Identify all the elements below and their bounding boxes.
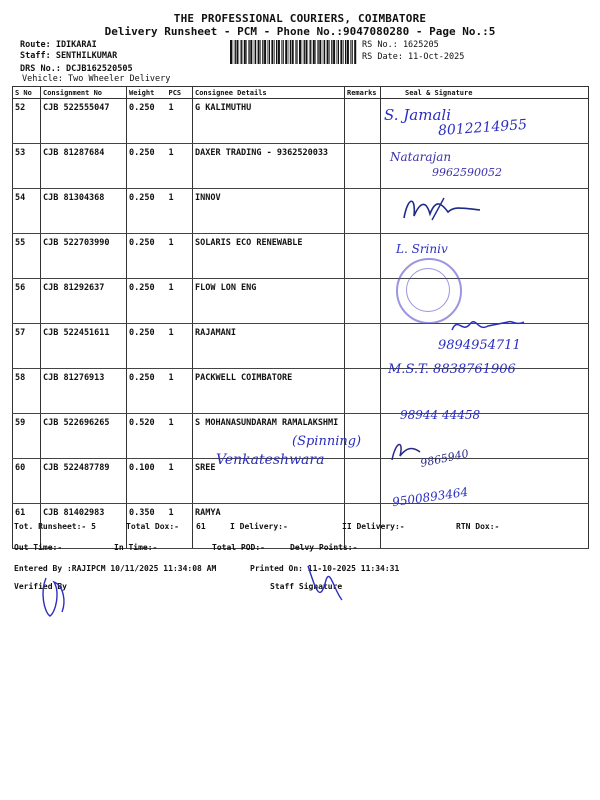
barcode-bar — [233, 40, 234, 64]
barcode-bar — [248, 40, 249, 64]
row-consignee: S MOHANASUNDARAM RAMALAKSHMI — [193, 414, 345, 459]
barcode-bar — [260, 40, 261, 64]
total-runsheet: Tot. Runsheet:- 5 — [14, 522, 96, 531]
barcode-bar — [315, 40, 316, 64]
row-remarks — [345, 234, 381, 279]
barcode-bar — [281, 40, 282, 64]
barcode-bar — [268, 40, 269, 64]
handwritten-note: Venkateshwara — [216, 452, 325, 468]
barcode-bar — [264, 40, 266, 64]
barcode-bar — [276, 40, 277, 64]
barcode-bar — [329, 40, 330, 64]
barcode-bar — [319, 40, 321, 64]
row-consignee: DAXER TRADING - 9362520033 — [193, 144, 345, 189]
barcode — [230, 40, 358, 64]
col-header: Consignee Details — [193, 87, 345, 99]
row-sno: 54 — [13, 189, 41, 234]
row-remarks — [345, 144, 381, 189]
i-delivery-label: I Delivery:- — [230, 522, 288, 531]
row-weight: 0.250 — [127, 189, 167, 234]
barcode-bar — [254, 40, 255, 64]
row-consignment: CJB 81292637 — [41, 279, 127, 324]
barcode-bar — [283, 40, 284, 64]
row-weight: 0.520 — [127, 414, 167, 459]
barcode-bar — [333, 40, 335, 64]
table-row — [13, 99, 589, 144]
handwritten-phone: M.S.T. 8838761906 — [388, 362, 516, 377]
handwritten-phone: 98944 44458 — [400, 408, 481, 422]
table-row — [13, 414, 589, 459]
barcode-bar — [288, 40, 289, 64]
barcode-bar — [309, 40, 310, 64]
barcode-bar — [338, 40, 339, 64]
row-consignment: CJB 81402983 — [41, 504, 127, 549]
barcode-bar — [246, 40, 247, 64]
row-consignee: FLOW LON ENG — [193, 279, 345, 324]
barcode-bar — [345, 40, 346, 64]
barcode-bar — [310, 40, 311, 64]
barcode-bar — [337, 40, 338, 64]
table-row — [13, 369, 589, 414]
row-pcs: 1 — [167, 99, 193, 144]
barcode-bar — [352, 40, 353, 64]
row-consignment: CJB 522696265 — [41, 414, 127, 459]
handwritten-phone: 9865940 — [419, 447, 470, 470]
barcode-bar — [255, 40, 256, 64]
row-remarks — [345, 279, 381, 324]
row-weight: 0.250 — [127, 234, 167, 279]
in-time-label: In Time:- — [114, 543, 158, 552]
col-header: Weight — [127, 87, 167, 99]
row-signature — [381, 144, 589, 189]
row-consignment: CJB 522487789 — [41, 459, 127, 504]
barcode-bar — [296, 40, 297, 64]
row-sno: 53 — [13, 144, 41, 189]
barcode-bar — [302, 40, 303, 64]
row-consignment: CJB 81276913 — [41, 369, 127, 414]
barcode-bar — [262, 40, 263, 64]
row-consignment: CJB 522555047 — [41, 99, 127, 144]
table-row — [13, 504, 589, 549]
staff-signature-label: Staff Signature — [270, 582, 343, 591]
row-signature — [381, 369, 589, 414]
handwritten-phone: 9962590052 — [432, 166, 502, 179]
row-consignee: RAJAMANI — [193, 324, 345, 369]
table-row — [13, 279, 589, 324]
barcode-bar — [240, 40, 241, 64]
table-row — [13, 189, 589, 234]
total-pod-label: Total POD:- — [212, 543, 265, 552]
row-pcs: 1 — [167, 144, 193, 189]
barcode-bar — [354, 40, 356, 64]
row-signature — [381, 414, 589, 459]
row-remarks — [345, 99, 381, 144]
barcode-bar — [292, 40, 294, 64]
row-consignee: INNOV — [193, 189, 345, 234]
row-sno: 60 — [13, 459, 41, 504]
vehicle-label: Vehicle: Two Wheeler Delivery — [22, 74, 171, 84]
row-weight: 0.250 — [127, 324, 167, 369]
row-consignee: G KALIMUTHU — [193, 99, 345, 144]
row-weight: 0.350 — [127, 504, 167, 549]
rtn-dox-label: RTN Dox:- — [456, 522, 500, 531]
barcode-bar — [244, 40, 246, 64]
table-row — [13, 459, 589, 504]
col-header: Remarks — [345, 87, 381, 99]
verifier-signature-scribble — [36, 572, 76, 622]
handwritten-signature: Natarajan — [390, 150, 452, 164]
row-signature — [381, 189, 589, 234]
row-sno: 59 — [13, 414, 41, 459]
barcode-bar — [331, 40, 332, 64]
row-signature — [381, 99, 589, 144]
row-sno: 52 — [13, 99, 41, 144]
entered-by: Entered By :RAJIPCM 10/11/2025 11:34:08 AM — [14, 564, 217, 573]
barcode-bar — [304, 40, 305, 64]
row-weight: 0.250 — [127, 144, 167, 189]
row-remarks — [345, 189, 381, 234]
barcode-bar — [324, 40, 325, 64]
row-pcs: 1 — [167, 234, 193, 279]
handwritten-note: (Spinning) — [292, 434, 362, 449]
barcode-bar — [274, 40, 275, 64]
rs-number: RS No.: 1625205 — [362, 40, 439, 50]
company-stamp — [396, 258, 462, 324]
barcode-bar — [313, 40, 315, 64]
row-pcs: 1 — [167, 279, 193, 324]
row-consignment: CJB 522703990 — [41, 234, 127, 279]
table-row — [13, 234, 589, 279]
col-header: S No — [13, 87, 41, 99]
barcode-bar — [250, 40, 252, 64]
company-name: THE PROFESSIONAL COURIERS, COIMBATORE — [173, 12, 427, 25]
route-label: Route: IDIKARAI — [20, 40, 97, 50]
row-weight: 0.250 — [127, 369, 167, 414]
col-header: Consignment No — [41, 87, 127, 99]
row-consignee: RAMYA — [193, 504, 345, 549]
out-time-label: Out Time:- — [14, 543, 63, 552]
row-sno: 58 — [13, 369, 41, 414]
row-consignment: CJB 81304368 — [41, 189, 127, 234]
row-sno: 56 — [13, 279, 41, 324]
handwritten-phone: 9500893464 — [391, 484, 469, 510]
row-weight: 0.100 — [127, 459, 167, 504]
barcode-bar — [271, 40, 273, 64]
barcode-bar — [340, 40, 342, 64]
verified-by-label: Verified By — [14, 582, 67, 591]
rs-date: RS Date: 11-Oct-2025 — [362, 52, 465, 62]
row-pcs: 1 — [167, 369, 193, 414]
row-weight: 0.250 — [127, 279, 167, 324]
row-consignee: PACKWELL COIMBATORE — [193, 369, 345, 414]
barcode-bar — [343, 40, 344, 64]
staff-label: Staff: SENTHILKUMAR — [20, 51, 118, 61]
barcode-bar — [347, 40, 349, 64]
row-signature — [381, 459, 589, 504]
barcode-bar — [235, 40, 236, 64]
row-pcs: 1 — [167, 414, 193, 459]
barcode-bar — [269, 40, 270, 64]
barcode-bar — [278, 40, 280, 64]
delivery-points-label: Delvy Points:- — [290, 543, 358, 552]
drs-number: DRS No.: DCJB162520505 — [20, 64, 133, 74]
table-row — [13, 144, 589, 189]
barcode-bar — [299, 40, 301, 64]
barcode-bar — [258, 40, 260, 64]
total-dox-value: 61 — [196, 522, 206, 531]
row-consignee: SOLARIS ECO RENEWABLE — [193, 234, 345, 279]
barcode-bar — [323, 40, 324, 64]
handwritten-phone: 8012214955 — [437, 116, 528, 140]
barcode-bar — [241, 40, 242, 64]
col-header: PCS — [167, 87, 193, 99]
barcode-bar — [285, 40, 287, 64]
runsheet-table — [12, 86, 589, 549]
row-consignment: CJB 522451611 — [41, 324, 127, 369]
handwritten-signature: S. Jamali — [384, 106, 451, 124]
barcode-bar — [295, 40, 296, 64]
barcode-bar — [290, 40, 291, 64]
handwritten-phone: 9894954711 — [438, 338, 521, 353]
row-pcs: 1 — [167, 189, 193, 234]
col-header: Seal & Signature — [381, 87, 589, 99]
barcode-bar — [327, 40, 329, 64]
barcode-bar — [317, 40, 318, 64]
total-dox-label: Total Dox:- — [126, 522, 179, 531]
barcode-bar — [350, 40, 351, 64]
runsheet-title: Delivery Runsheet - PCM - Phone No.:9047080280 - Page No.:5 — [104, 25, 496, 38]
row-sno: 61 — [13, 504, 41, 549]
handwritten-signature: L. Sriniv — [396, 242, 448, 256]
row-pcs: 1 — [167, 459, 193, 504]
barcode-bar — [237, 40, 239, 64]
row-consignee: SREE — [193, 459, 345, 504]
row-pcs: 1 — [167, 504, 193, 549]
row-signature — [381, 324, 589, 369]
row-remarks — [345, 324, 381, 369]
printed-on: Printed On: 11-10-2025 11:34:31 — [250, 564, 400, 573]
table-row — [13, 324, 589, 369]
row-sno: 57 — [13, 324, 41, 369]
row-weight: 0.250 — [127, 99, 167, 144]
table-header-row — [13, 87, 589, 99]
row-remarks — [345, 414, 381, 459]
row-sno: 55 — [13, 234, 41, 279]
row-remarks — [345, 369, 381, 414]
row-remarks — [345, 459, 381, 504]
row-pcs: 1 — [167, 324, 193, 369]
ii-delivery-label: II Delivery:- — [342, 522, 405, 531]
barcode-bar — [306, 40, 308, 64]
row-consignment: CJB 81287684 — [41, 144, 127, 189]
barcode-bar — [230, 40, 232, 64]
